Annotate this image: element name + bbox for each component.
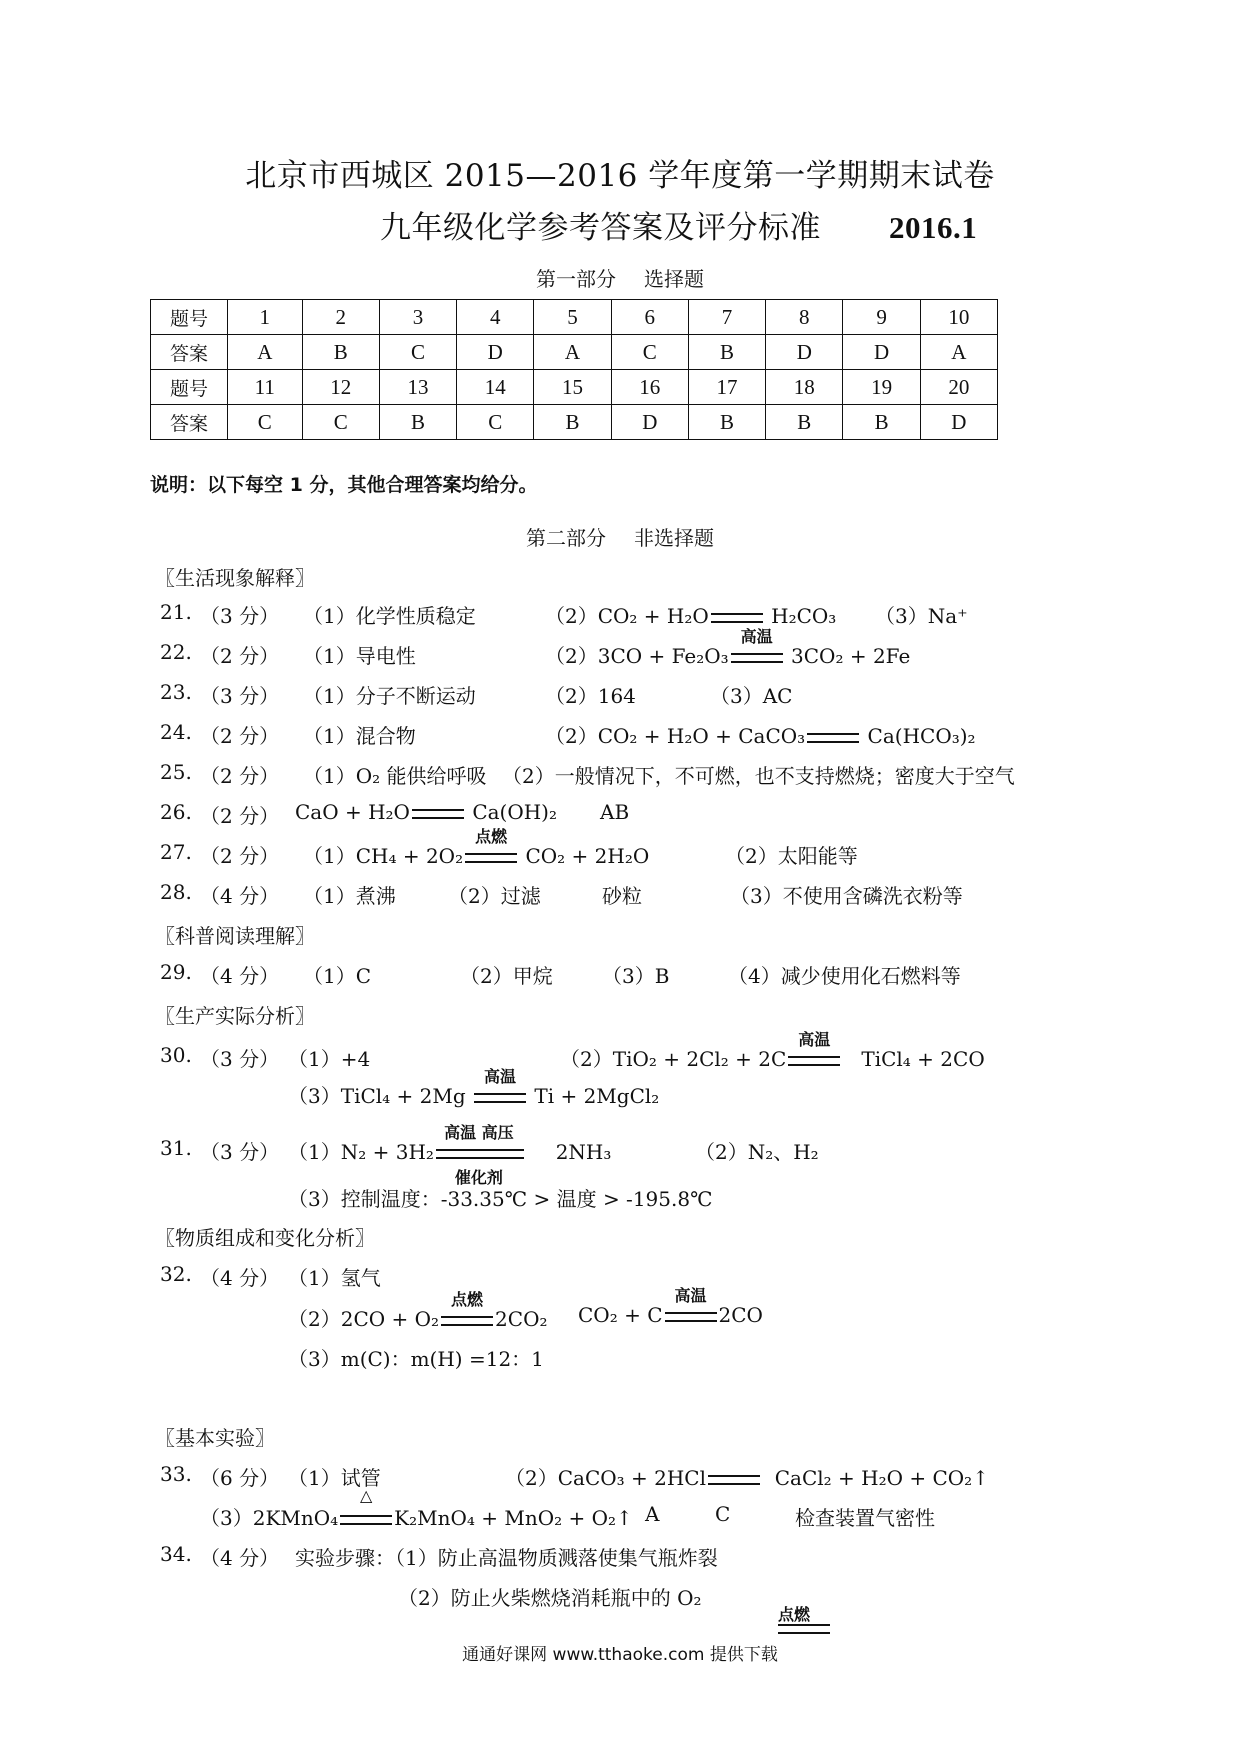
answer-2 xyxy=(505,1462,989,1491)
part2-heading xyxy=(0,522,1240,551)
number-cell: 6 xyxy=(611,300,688,335)
score: （2 分） xyxy=(200,724,280,748)
answer-2: AB xyxy=(600,800,630,824)
equals-sign xyxy=(436,1149,524,1159)
question-number: 31. xyxy=(160,1136,192,1160)
answer-2 xyxy=(288,1290,548,1332)
table-row-numbers-1 xyxy=(151,300,998,335)
question-number: 32. xyxy=(160,1262,192,1286)
answer-cell: A xyxy=(920,335,997,370)
equation-products: 2CO₂ xyxy=(495,1307,548,1331)
answer-1: （1）导电性 xyxy=(303,644,416,668)
question-number: 25. xyxy=(160,760,192,784)
cut-off-equals-sign xyxy=(778,1624,830,1634)
part2-label: 第二部分 xyxy=(526,526,606,550)
equation-reactants: （2）2CO + O₂ xyxy=(288,1307,440,1331)
answer-cell: C xyxy=(457,405,534,440)
document-title: 北京市西城区 2015—2016 学年度第一学期期末试卷 xyxy=(245,158,995,194)
category-composition: 〖物质组成和变化分析〗 xyxy=(155,1226,375,1250)
number-cell: 15 xyxy=(534,370,611,405)
answer-3: （3）B xyxy=(602,964,670,988)
question-number: 21. xyxy=(160,600,192,624)
category-life: 〖生活现象解释〗 xyxy=(155,566,315,590)
equation-products: H₂CO₃ xyxy=(771,604,837,628)
equation-condition xyxy=(434,1123,524,1187)
equation-reactants: CO₂ + C xyxy=(578,1303,663,1327)
equation-reactants: （2）CO₂ + H₂O xyxy=(545,604,709,628)
equation-reactants: （3）2KMnO₄ xyxy=(200,1506,339,1530)
answer-cell: A xyxy=(228,335,303,370)
equation-reactants: （3）TiCl₄ + 2Mg xyxy=(288,1084,466,1108)
answer-cell: B xyxy=(688,405,765,440)
question-number: 26. xyxy=(160,800,192,824)
answer-1: （1）+4 xyxy=(288,1047,371,1071)
equals-sign xyxy=(711,613,763,623)
footer-watermark: 通通好课网 www.tthaoke.com 提供下载 xyxy=(462,1645,778,1665)
equals-sign xyxy=(474,1093,526,1103)
equation-condition xyxy=(663,1286,719,1327)
answer-1: （1）混合物 xyxy=(303,724,416,748)
question-number: 28. xyxy=(160,880,192,904)
category-production: 〖生产实际分析〗 xyxy=(155,1004,315,1028)
answer-cell: D xyxy=(457,335,534,370)
equals-sign xyxy=(412,809,464,819)
scoring-note: 说明：以下每空 1 分，其他合理答案均给分。 xyxy=(150,474,538,496)
equation-reactants: （2）TiO₂ + 2Cl₂ + 2C xyxy=(560,1047,787,1071)
number-cell: 20 xyxy=(920,370,997,405)
answer-2: （2）过滤 xyxy=(448,884,541,908)
number-cell: 1 xyxy=(228,300,303,335)
score: （3 分） xyxy=(200,1140,280,1164)
number-cell: 19 xyxy=(843,370,920,405)
answer-cell: B xyxy=(534,405,611,440)
answer-table xyxy=(150,299,998,440)
answer-3: （3）控制温度：-33.35℃ > 温度 > -195.8℃ xyxy=(288,1187,713,1211)
condition-label: 点燃 xyxy=(475,827,508,846)
answer-1: （1）氢气 xyxy=(288,1266,381,1290)
answer-1 xyxy=(303,827,650,869)
answer-1: （1）煮沸 xyxy=(303,884,396,908)
answer-2 xyxy=(560,1030,985,1072)
equals-sign xyxy=(788,1056,840,1066)
score: （2 分） xyxy=(200,764,280,788)
answer-cell: B xyxy=(688,335,765,370)
equation-reactants: CaO + H₂O xyxy=(295,800,410,824)
equals-sign xyxy=(340,1515,392,1525)
answer-3: （3）不使用含磷洗衣粉等 xyxy=(730,884,963,908)
equation-products: CaCl₂ + H₂O + CO₂↑ xyxy=(774,1466,989,1490)
number-cell: 7 xyxy=(688,300,765,335)
table-row-answers-2 xyxy=(151,405,998,440)
number-cell: 8 xyxy=(766,300,843,335)
cut-off-condition-label: 点燃 xyxy=(778,1605,811,1624)
table-row-answers-1 xyxy=(151,335,998,370)
answer-2: （2）164 xyxy=(545,684,636,708)
equation-products: CO₂ + 2H₂O xyxy=(525,844,650,868)
row-label: 题号 xyxy=(151,300,228,335)
equals-sign xyxy=(441,1316,493,1326)
equation-products: Ca(HCO₃)₂ xyxy=(867,724,976,748)
answer-4: （4）减少使用化石燃料等 xyxy=(728,964,961,988)
answer-cell: C xyxy=(379,335,456,370)
score: （3 分） xyxy=(200,604,280,628)
part2-name: 非选择题 xyxy=(634,526,714,550)
number-cell: 18 xyxy=(766,370,843,405)
answer-3 xyxy=(200,1486,633,1531)
question-number: 29. xyxy=(160,960,192,984)
number-cell: 14 xyxy=(457,370,534,405)
answer-2 xyxy=(545,600,836,629)
row-label: 答案 xyxy=(151,335,228,370)
answer-1 xyxy=(295,800,557,824)
answer-cell: D xyxy=(920,405,997,440)
equation-condition xyxy=(472,1067,528,1108)
date-label: 2016.1 xyxy=(889,210,978,245)
category-reading: 〖科普阅读理解〗 xyxy=(155,924,315,948)
equation-products: 3CO₂ + 2Fe xyxy=(791,644,911,668)
part1-label: 第一部分 xyxy=(536,267,616,291)
answer-1 xyxy=(288,1123,612,1187)
number-cell: 10 xyxy=(920,300,997,335)
equation-reactants: （2）CO₂ + H₂O + CaCO₃ xyxy=(545,724,806,748)
equation-condition xyxy=(786,1030,842,1071)
answer-cell: B xyxy=(302,335,379,370)
answer-1: （1）C xyxy=(303,964,372,988)
answer-3: （3）AC xyxy=(710,684,793,708)
equation-condition xyxy=(338,1486,394,1530)
equation-products: TiCl₄ + 2CO xyxy=(861,1047,985,1071)
score: （2 分） xyxy=(200,844,280,868)
answer-1: （1）分子不断运动 xyxy=(303,684,476,708)
answer-cell: C xyxy=(228,405,303,440)
answer-3b: A xyxy=(645,1502,660,1526)
answer-2b: 砂粒 xyxy=(602,884,642,908)
answer-cell: D xyxy=(843,335,920,370)
score: （4 分） xyxy=(200,1266,280,1290)
table-row-numbers-2 xyxy=(151,370,998,405)
equation-products: Ti + 2MgCl₂ xyxy=(534,1084,660,1108)
heat-icon: △ xyxy=(360,1486,373,1505)
equation-condition xyxy=(729,627,785,668)
condition-label: 高温 高压 xyxy=(444,1123,514,1142)
number-cell: 2 xyxy=(302,300,379,335)
answer-2: （2）甲烷 xyxy=(460,964,553,988)
equals-sign xyxy=(807,733,859,743)
equation-products: K₂MnO₄ + MnO₂ + O₂↑ xyxy=(394,1506,633,1530)
score: （3 分） xyxy=(200,684,280,708)
answer-1: （1）O₂ 能供给呼吸 xyxy=(303,764,487,788)
equals-sign xyxy=(731,653,783,663)
question-number: 34. xyxy=(160,1542,192,1566)
category-experiment: 〖基本实验〗 xyxy=(155,1426,275,1450)
answer-2: （2）一般情况下，不可燃，也不支持燃烧；密度大于空气 xyxy=(502,764,1015,788)
question-number: 24. xyxy=(160,720,192,744)
equation-condition xyxy=(463,827,519,868)
score: （4 分） xyxy=(200,884,280,908)
condition-label: 高温 xyxy=(484,1067,517,1086)
answer-cell: D xyxy=(766,335,843,370)
answer-2: （2）防止火柴燃烧消耗瓶中的 O₂ xyxy=(398,1586,702,1610)
answer-cell: C xyxy=(302,405,379,440)
answer-cell: B xyxy=(843,405,920,440)
answer-1: （1）试管 xyxy=(288,1466,381,1490)
answer-cell: A xyxy=(534,335,611,370)
equation-reactants: （2）3CO + Fe₂O₃ xyxy=(545,644,729,668)
score: （6 分） xyxy=(200,1466,280,1490)
condition-label: 高温 xyxy=(674,1286,707,1305)
equals-sign xyxy=(465,853,517,863)
answer-2 xyxy=(545,627,911,669)
answer-3d: 检查装置气密性 xyxy=(795,1506,935,1530)
question-number: 23. xyxy=(160,680,192,704)
question-number: 33. xyxy=(160,1462,192,1486)
equation-reactants: （2）CaCO₃ + 2HCl xyxy=(505,1466,707,1490)
equation-condition xyxy=(439,1290,495,1331)
answer-2: （2）N₂、H₂ xyxy=(695,1140,819,1164)
score: （2 分） xyxy=(200,804,280,828)
score: （4 分） xyxy=(200,1546,280,1570)
equals-sign xyxy=(708,1475,760,1485)
number-cell: 4 xyxy=(457,300,534,335)
answer-cell: B xyxy=(766,405,843,440)
answer-cell: D xyxy=(611,405,688,440)
number-cell: 9 xyxy=(843,300,920,335)
equation-reactants: （1）CH₄ + 2O₂ xyxy=(303,844,464,868)
equals-sign xyxy=(665,1312,717,1322)
answer-cell: C xyxy=(611,335,688,370)
answer-2 xyxy=(545,720,976,749)
number-cell: 16 xyxy=(611,370,688,405)
number-cell: 12 xyxy=(302,370,379,405)
equation-reactants: （1）N₂ + 3H₂ xyxy=(288,1140,434,1164)
answer-2b xyxy=(578,1286,763,1327)
score: （4 分） xyxy=(200,964,280,988)
equation-products: Ca(OH)₂ xyxy=(472,800,557,824)
question-number: 27. xyxy=(160,840,192,864)
subtitle-text: 九年级化学参考答案及评分标准 xyxy=(380,210,821,246)
row-label: 答案 xyxy=(151,405,228,440)
number-cell: 17 xyxy=(688,370,765,405)
part1-name: 选择题 xyxy=(644,267,704,291)
row-label: 题号 xyxy=(151,370,228,405)
answer-cell: B xyxy=(379,405,456,440)
number-cell: 5 xyxy=(534,300,611,335)
number-cell: 11 xyxy=(228,370,303,405)
number-cell: 13 xyxy=(379,370,456,405)
answer-1: 实验步骤：（1）防止高温物质溅落使集气瓶炸裂 xyxy=(295,1546,718,1570)
answer-3: （3）Na⁺ xyxy=(875,604,968,628)
condition-label: 点燃 xyxy=(451,1290,484,1309)
answer-3: （3）m(C)：m(H) =12：1 xyxy=(288,1347,544,1371)
condition-label: 高温 xyxy=(798,1030,831,1049)
score: （3 分） xyxy=(200,1047,280,1071)
part1-heading xyxy=(0,263,1240,292)
number-cell: 3 xyxy=(379,300,456,335)
answer-2: （2）太阳能等 xyxy=(725,844,858,868)
equation-products: 2NH₃ xyxy=(555,1140,612,1164)
equation-products: 2CO xyxy=(718,1303,763,1327)
question-number: 22. xyxy=(160,640,192,664)
catalyst-label: 催化剂 xyxy=(454,1168,503,1187)
condition-label: 高温 xyxy=(740,627,773,646)
document-subtitle xyxy=(380,202,977,247)
answer-3 xyxy=(288,1067,660,1109)
answer-3c: C xyxy=(715,1502,731,1526)
answer-1: （1）化学性质稳定 xyxy=(303,604,476,628)
score: （2 分） xyxy=(200,644,280,668)
question-number: 30. xyxy=(160,1043,192,1067)
